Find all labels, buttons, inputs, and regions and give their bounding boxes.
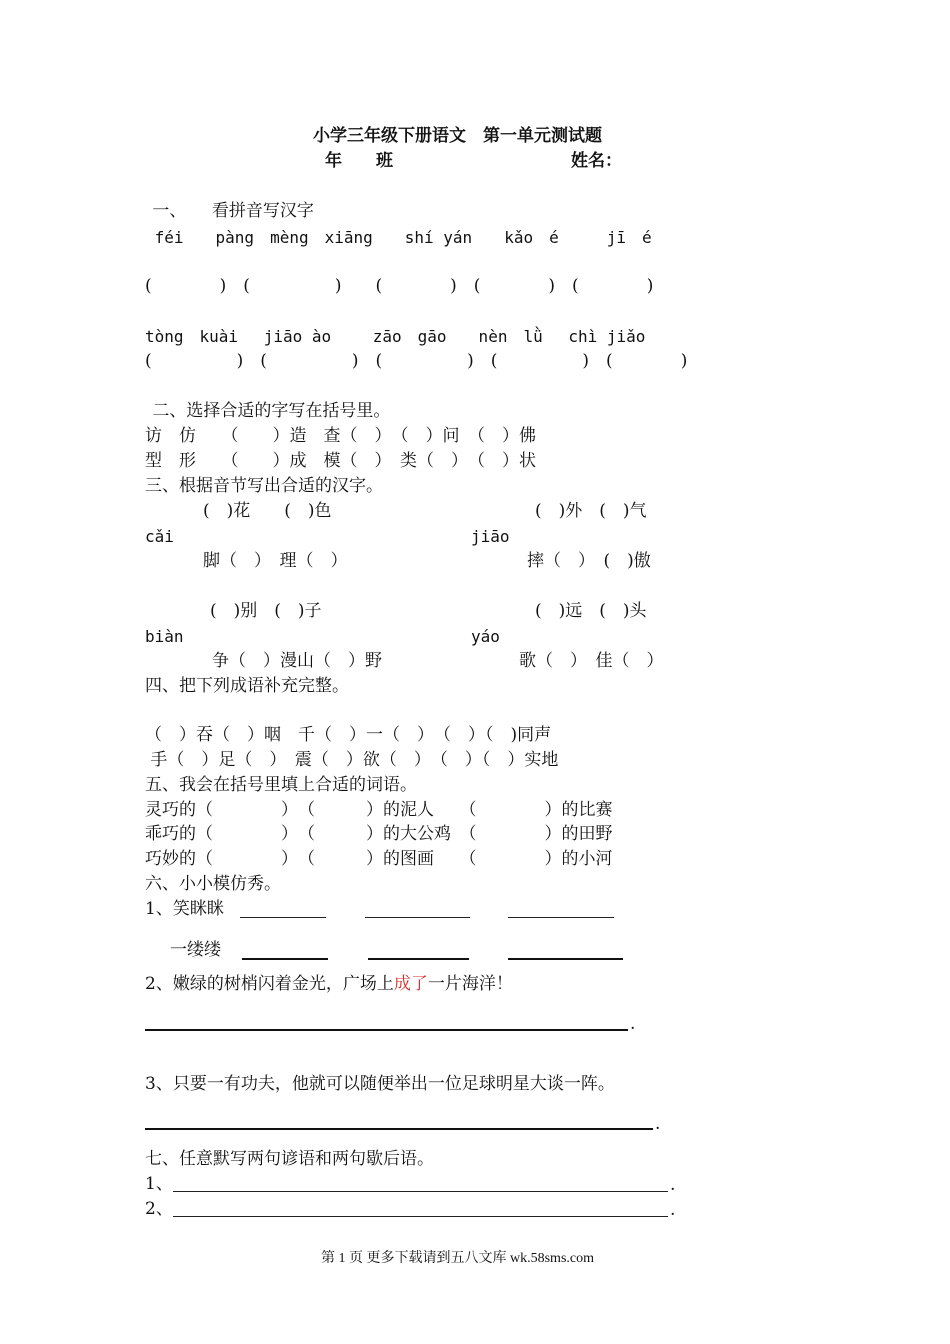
q2-answer-line[interactable] bbox=[145, 1029, 628, 1031]
q2-period: . bbox=[630, 1014, 636, 1034]
idiom-row-1: （ ）吞（ ）咽 千（ ）一（ ） （ ）（ )同声 bbox=[145, 725, 552, 745]
section-5-heading: 五、我会在括号里填上合适的词语。 bbox=[145, 775, 417, 795]
bian-pinyin: biàn bbox=[145, 627, 184, 646]
s7-period-1: . bbox=[670, 1175, 676, 1195]
cai-row-2: 脚（ ） 理（ ） bbox=[203, 551, 348, 571]
jiao-row-2: 摔（ ） ( )傲 bbox=[527, 551, 651, 571]
yao-row-1: ( )远 ( )头 bbox=[535, 601, 647, 621]
q3-period: . bbox=[655, 1114, 661, 1134]
s2-row-2: 型 形 （ ）成 模（ ） 类（ ） （ ）状 bbox=[145, 451, 536, 471]
bian-row-2: 争（ ）漫山（ ）野 bbox=[212, 651, 382, 671]
word-row-1: 灵巧的（ ） （ ）的泥人 （ ）的比赛 bbox=[145, 800, 613, 820]
section-7-heading: 七、任意默写两句谚语和两句歇后语。 bbox=[145, 1149, 434, 1169]
q2-text-after: 一片海洋！ bbox=[427, 974, 513, 994]
q1b-answer-line-3[interactable] bbox=[508, 958, 623, 960]
section-1-heading: 一、 看拼音写汉字 bbox=[147, 201, 314, 221]
word-row-2: 乖巧的（ ） （ ）的大公鸡 （ ）的田野 bbox=[145, 824, 613, 844]
pinyin-row-1: féi pàng mèng xiāng shí yán kǎo é jī é bbox=[145, 228, 652, 247]
q1b-answer-line-2[interactable] bbox=[368, 958, 469, 960]
section-4-heading: 四、把下列成语补充完整。 bbox=[145, 676, 349, 696]
q1b-label: 一缕缕 bbox=[170, 940, 221, 960]
pinyin-row-2: tòng kuài jiāo ào zāo gāo nèn lǜ chì jiǎo bbox=[145, 327, 646, 346]
jiao-row-1: ( )外 ( )气 bbox=[535, 501, 647, 521]
section-2-heading: 二、选择合适的字写在括号里。 bbox=[147, 401, 391, 421]
bian-row-1: ( )别 ( )子 bbox=[210, 601, 322, 621]
class-line: 年 班 bbox=[325, 151, 393, 171]
section-6-heading: 六、小小模仿秀。 bbox=[145, 874, 281, 894]
s7-item-1-label: 1、 bbox=[145, 1174, 173, 1194]
cai-pinyin: cǎi bbox=[145, 527, 174, 546]
s7-answer-line-1[interactable] bbox=[173, 1191, 668, 1192]
q3-sentence: 3、只要一有功夫，他就可以随便举出一位足球明星大谈一阵。 bbox=[145, 1074, 615, 1094]
name-label: 姓名： bbox=[571, 151, 622, 171]
page-title: 小学三年级下册语文 第一单元测试题 bbox=[313, 126, 602, 146]
q2-highlight: 成了 bbox=[393, 974, 428, 994]
s7-item-2-label: 2、 bbox=[145, 1199, 173, 1219]
cai-row-1: ( )花 ( )色 bbox=[203, 501, 332, 521]
bracket-row-2: ( ) ( ) ( ) ( ) ( ) bbox=[145, 351, 688, 371]
idiom-row-2: 手（ ）足（ ） 震（ ）欲（ ） （ ）（ ）实地 bbox=[145, 750, 559, 770]
q3-answer-line[interactable] bbox=[145, 1128, 653, 1130]
s7-answer-line-2[interactable] bbox=[173, 1216, 668, 1217]
section-3-heading: 三、根据音节写出合适的汉字。 bbox=[145, 476, 383, 496]
q2-sentence bbox=[145, 974, 513, 994]
s7-period-2: . bbox=[670, 1200, 676, 1220]
bracket-row-1: ( ) ( ) ( ) ( ) ( ) bbox=[145, 276, 654, 296]
q1-answer-line-1[interactable] bbox=[240, 917, 326, 918]
s2-row-1: 访 仿 （ ）造 查（ ） （ ）问 （ ）佛 bbox=[145, 426, 536, 446]
q1-answer-line-2[interactable] bbox=[365, 917, 470, 918]
yao-pinyin: yáo bbox=[471, 627, 500, 646]
yao-row-2: 歌（ ） 佳（ ） bbox=[519, 651, 664, 671]
jiao-pinyin: jiāo bbox=[471, 527, 510, 546]
q1-answer-line-3[interactable] bbox=[508, 917, 614, 918]
q2-text-before: 2、嫩绿的树梢闪着金光，广场上 bbox=[145, 974, 394, 994]
page-footer: 第 1 页 更多下载请到五八文库 wk.58sms.com bbox=[321, 1251, 594, 1266]
word-row-3: 巧妙的（ ） （ ）的图画 （ ）的小河 bbox=[145, 849, 613, 869]
q1b-answer-line-1[interactable] bbox=[242, 958, 328, 960]
q1-label: 1、笑眯眯 bbox=[145, 899, 224, 919]
